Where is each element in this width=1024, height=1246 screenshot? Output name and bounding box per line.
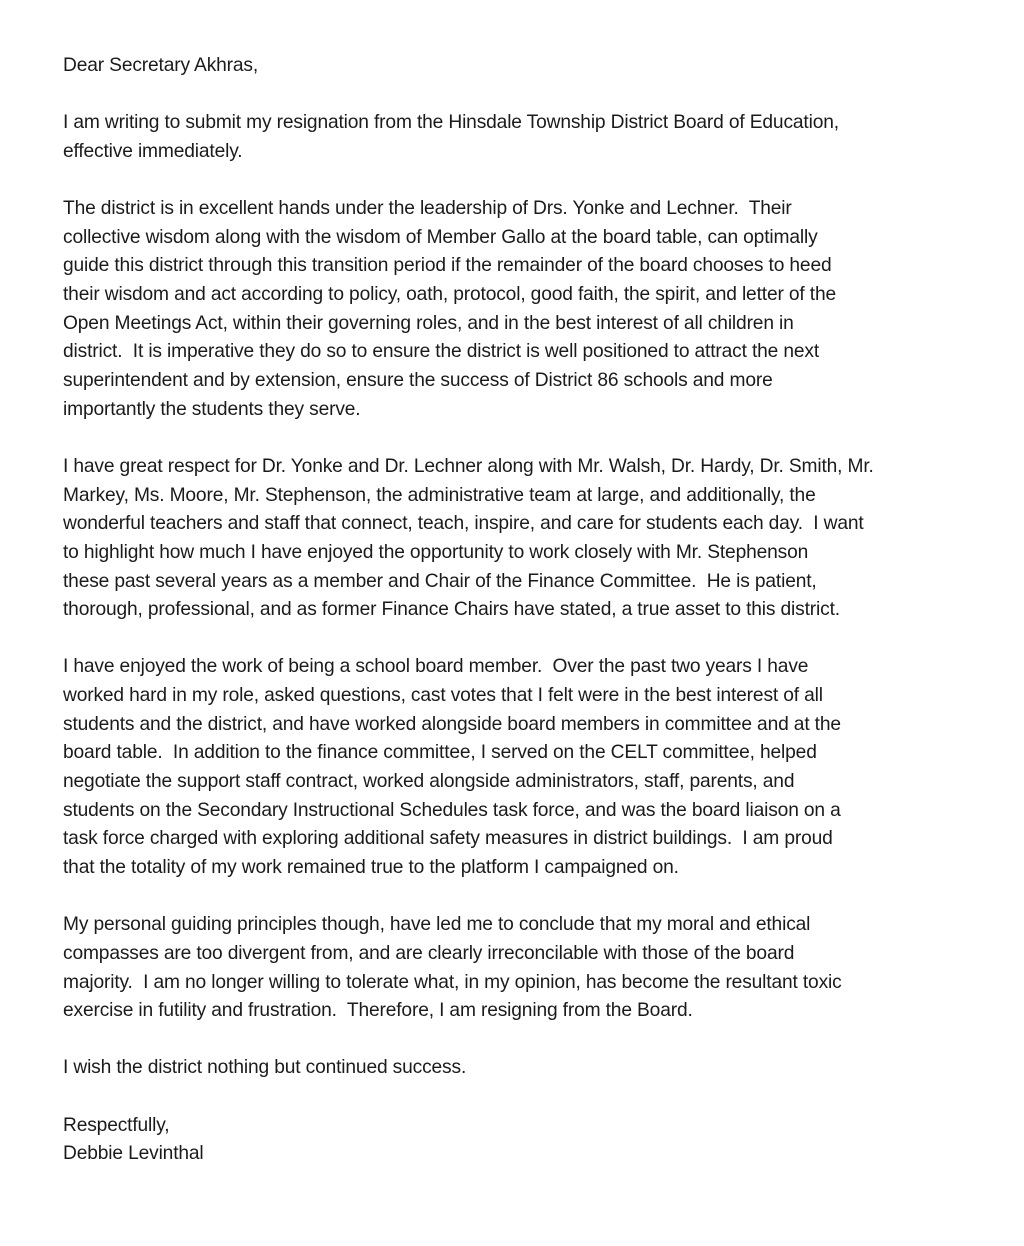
paragraph-district-leadership [63, 195, 1003, 424]
paragraph-line: I am writing to submit my resignation from the Hinsdale Township District Board of Education, [63, 112, 839, 134]
paragraph-spacer [63, 1083, 1003, 1112]
paragraph-line: majority. I am no longer willing to tolerate what, in my opinion, has become the resultant toxic [63, 971, 842, 993]
paragraph-line: students and the district, and have worked alongside board members in committee and at the [63, 713, 841, 735]
paragraph-spacer [63, 883, 1003, 912]
signature: Debbie Levinthal [63, 1143, 204, 1165]
paragraph-line: compasses are too divergent from, and are clearly irreconcilable with those of the board [63, 942, 795, 964]
resignation-letter [63, 52, 1003, 1169]
paragraph-respect [63, 453, 1003, 625]
paragraph-line: Markey, Ms. Moore, Mr. Stephenson, the administrative team at large, and additionally, the [63, 484, 816, 506]
paragraph-line: Open Meetings Act, within their governing roles, and in the best interest of all children in [63, 312, 794, 334]
paragraph-line: task force charged with exploring additional safety measures in district buildings. I am proud [63, 828, 833, 850]
paragraph-spacer [63, 167, 1003, 196]
paragraph-line: guide this district through this transition period if the remainder of the board chooses to heed [63, 255, 832, 277]
paragraph-line: The district is in excellent hands under the leadership of Drs. Yonke and Lechner. Their [63, 198, 792, 220]
paragraph-line: negotiate the support staff contract, worked alongside administrators, staff, parents, and [63, 771, 795, 793]
closing: Respectfully, [63, 1114, 170, 1136]
paragraph-spacer [63, 625, 1003, 654]
paragraph-resignation-notice [63, 109, 1003, 166]
paragraph-board-work [63, 653, 1003, 882]
paragraph-guiding-principles [63, 911, 1003, 1026]
paragraph-line: My personal guiding principles though, have led me to conclude that my moral and ethical [63, 914, 811, 936]
paragraph-line: board table. In addition to the finance committee, I served on the CELT committee, helped [63, 742, 817, 764]
paragraph-line: I have great respect for Dr. Yonke and Dr. Lechner along with Mr. Walsh, Dr. Hardy, Dr. Smith, Mr. [63, 455, 874, 477]
paragraph-well-wishes [63, 1054, 1003, 1083]
paragraph-line: collective wisdom along with the wisdom of Member Gallo at the board table, can optimally [63, 226, 818, 248]
paragraph-line: wonderful teachers and staff that connect, teach, inspire, and care for students each day. I want [63, 513, 864, 535]
paragraph-line: exercise in futility and frustration. Therefore, I am resigning from the Board. [63, 1000, 693, 1022]
paragraph-line: that the totality of my work remained true to the platform I campaigned on. [63, 856, 679, 878]
paragraph-line: these past several years as a member and Chair of the Finance Committee. He is patient, [63, 570, 817, 592]
paragraph-line: their wisdom and act according to policy, oath, protocol, good faith, the spirit, and letter of the [63, 284, 836, 306]
paragraph-line: district. It is imperative they do so to ensure the district is well positioned to attract the next [63, 341, 820, 363]
paragraph-line: I wish the district nothing but continued success. [63, 1057, 467, 1079]
paragraph-spacer [63, 81, 1003, 110]
paragraph-line: effective immediately. [63, 140, 243, 162]
paragraph-line: importantly the students they serve. [63, 398, 361, 420]
paragraph-spacer [63, 424, 1003, 453]
paragraph-spacer [63, 1026, 1003, 1055]
paragraph-line: thorough, professional, and as former Finance Chairs have stated, a true asset to this district. [63, 599, 840, 621]
salutation: Dear Secretary Akhras, [63, 55, 259, 76]
paragraph-line: worked hard in my role, asked questions, cast votes that I felt were in the best interest of all [63, 685, 823, 707]
paragraph-line: superintendent and by extension, ensure the success of District 86 schools and more [63, 370, 773, 392]
paragraph-line: students on the Secondary Instructional Schedules task force, and was the board liaison on a [63, 799, 841, 821]
paragraph-line: to highlight how much I have enjoyed the opportunity to work closely with Mr. Stephenson [63, 541, 809, 563]
paragraph-line: I have enjoyed the work of being a school board member. Over the past two years I have [63, 656, 809, 678]
